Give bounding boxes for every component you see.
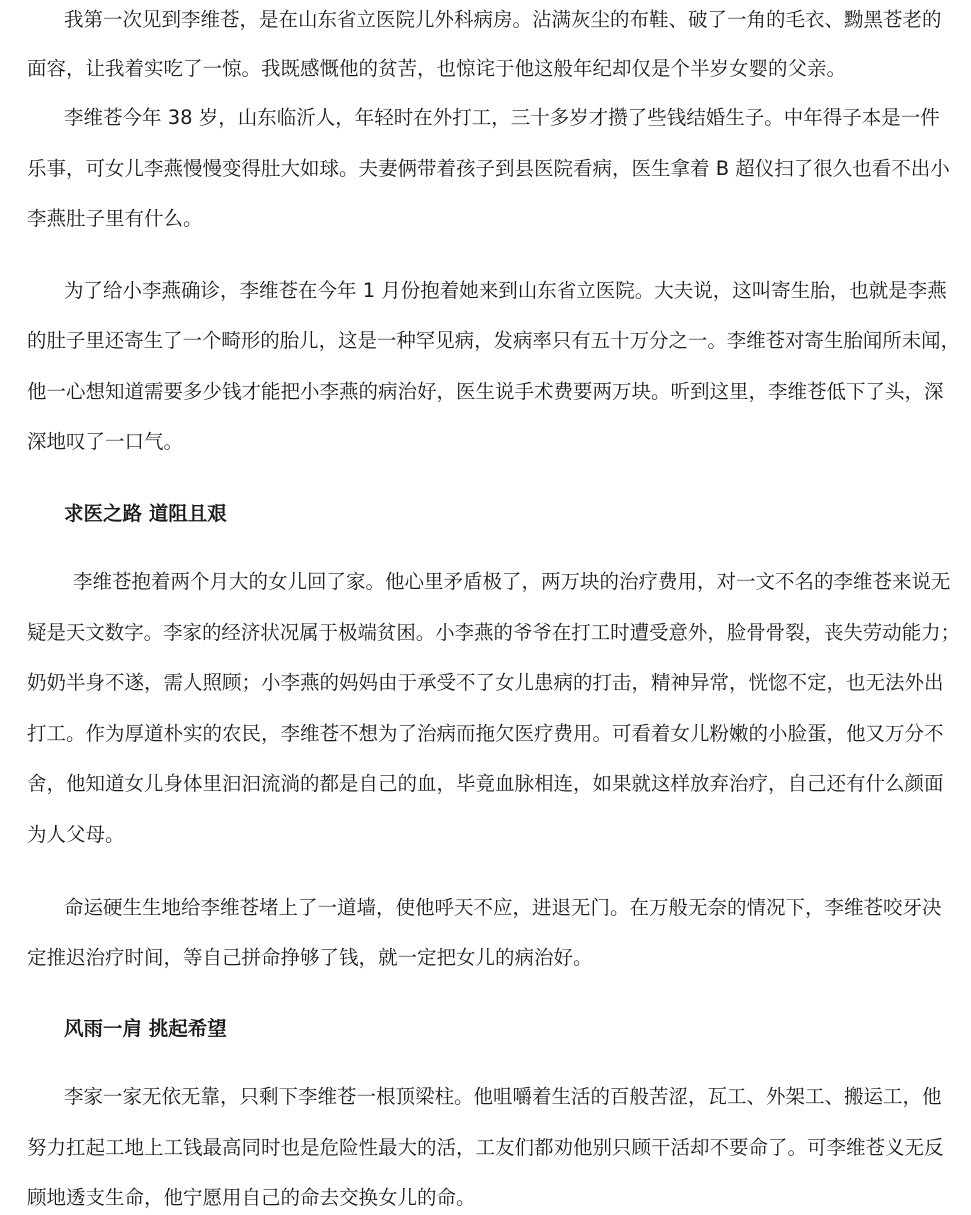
paragraph-line: 为人父母。 bbox=[27, 823, 125, 846]
paragraph-line: 面容，让我着实吃了一惊。我既感慨他的贫苦，也惊诧于他这般年纪却仅是个半岁女婴的父亲。 bbox=[27, 57, 847, 80]
paragraph-line: 命运硬生生地给李维苍堵上了一道墙，使他呼天不应，进退无门。在万般无奈的情况下，李维苍咬牙决 bbox=[64, 896, 942, 919]
paragraph-line: 我第一次见到李维苍，是在山东省立医院儿外科病房。沾满灰尘的布鞋、破了一角的毛衣、黝黑苍老的 bbox=[64, 8, 942, 31]
paragraph-line: 定推迟治疗时间，等自己拼命挣够了钱，就一定把女儿的病治好。 bbox=[27, 946, 593, 969]
paragraph-line: 李维苍今年 38 岁，山东临沂人，年轻时在外打工，三十多岁才攒了些钱结婚生子。中年得子本是一件 bbox=[64, 106, 940, 129]
paragraph-line: 奶奶半身不遂，需人照顾；小李燕的妈妈由于承受不了女儿患病的打击，精神异常，恍惚不定，也无法外出 bbox=[27, 671, 944, 694]
paragraph-line: 他一心想知道需要多少钱才能把小李燕的病治好，医生说手术费要两万块。听到这里，李维苍低下了头，深 bbox=[27, 380, 944, 403]
paragraph-line: 乐事，可女儿李燕慢慢变得肚大如球。夫妻俩带着孩子到县医院看病，医生拿着 B 超仪扫了很久也看不出小 bbox=[27, 157, 950, 180]
paragraph-line: 舍，他知道女儿身体里汩汩流淌的都是自己的血，毕竟血脉相连，如果就这样放弃治疗，自己还有什么颜面 bbox=[27, 772, 944, 795]
paragraph-line: 打工。作为厚道朴实的农民，李维苍不想为了治病而拖欠医疗费用。可看着女儿粉嫩的小脸蛋，他又万分不 bbox=[27, 722, 944, 745]
paragraph-line: 为了给小李燕确诊，李维苍在今年 1 月份抱着她来到山东省立医院。大夫说，这叫寄生胎，也就是李燕 bbox=[64, 279, 947, 302]
paragraph-line: 深地叹了一口气。 bbox=[27, 430, 184, 453]
section-heading: 求医之路 道阻且艰 bbox=[64, 502, 227, 525]
section-heading: 风雨一肩 挑起希望 bbox=[64, 1017, 227, 1040]
paragraph-line: 的肚子里还寄生了一个畸形的胎儿，这是一种罕见病，发病率只有五十万分之一。李维苍对寄生胎闻所未闻， bbox=[27, 329, 961, 352]
paragraph-line: 顾地透支生命，他宁愿用自己的命去交换女儿的命。 bbox=[27, 1186, 476, 1209]
paragraph-line: 李维苍抱着两个月大的女儿回了家。他心里矛盾极了，两万块的治疗费用，对一文不名的李维苍来说无 bbox=[73, 570, 951, 593]
paragraph-line: 李燕肚子里有什么。 bbox=[27, 207, 203, 230]
paragraph-line: 努力扛起工地上工钱最高同时也是危险性最大的活，工友们都劝他别只顾干活却不要命了。可李维苍义无反 bbox=[27, 1136, 944, 1159]
paragraph-line: 疑是天文数字。李家的经济状况属于极端贫困。小李燕的爷爷在打工时遭受意外，脸骨骨裂，丧失劳动能力； bbox=[27, 621, 961, 644]
paragraph-line: 李家一家无依无靠，只剩下李维苍一根顶梁柱。他咀嚼着生活的百般苦涩，瓦工、外架工、搬运工，他 bbox=[64, 1085, 942, 1108]
